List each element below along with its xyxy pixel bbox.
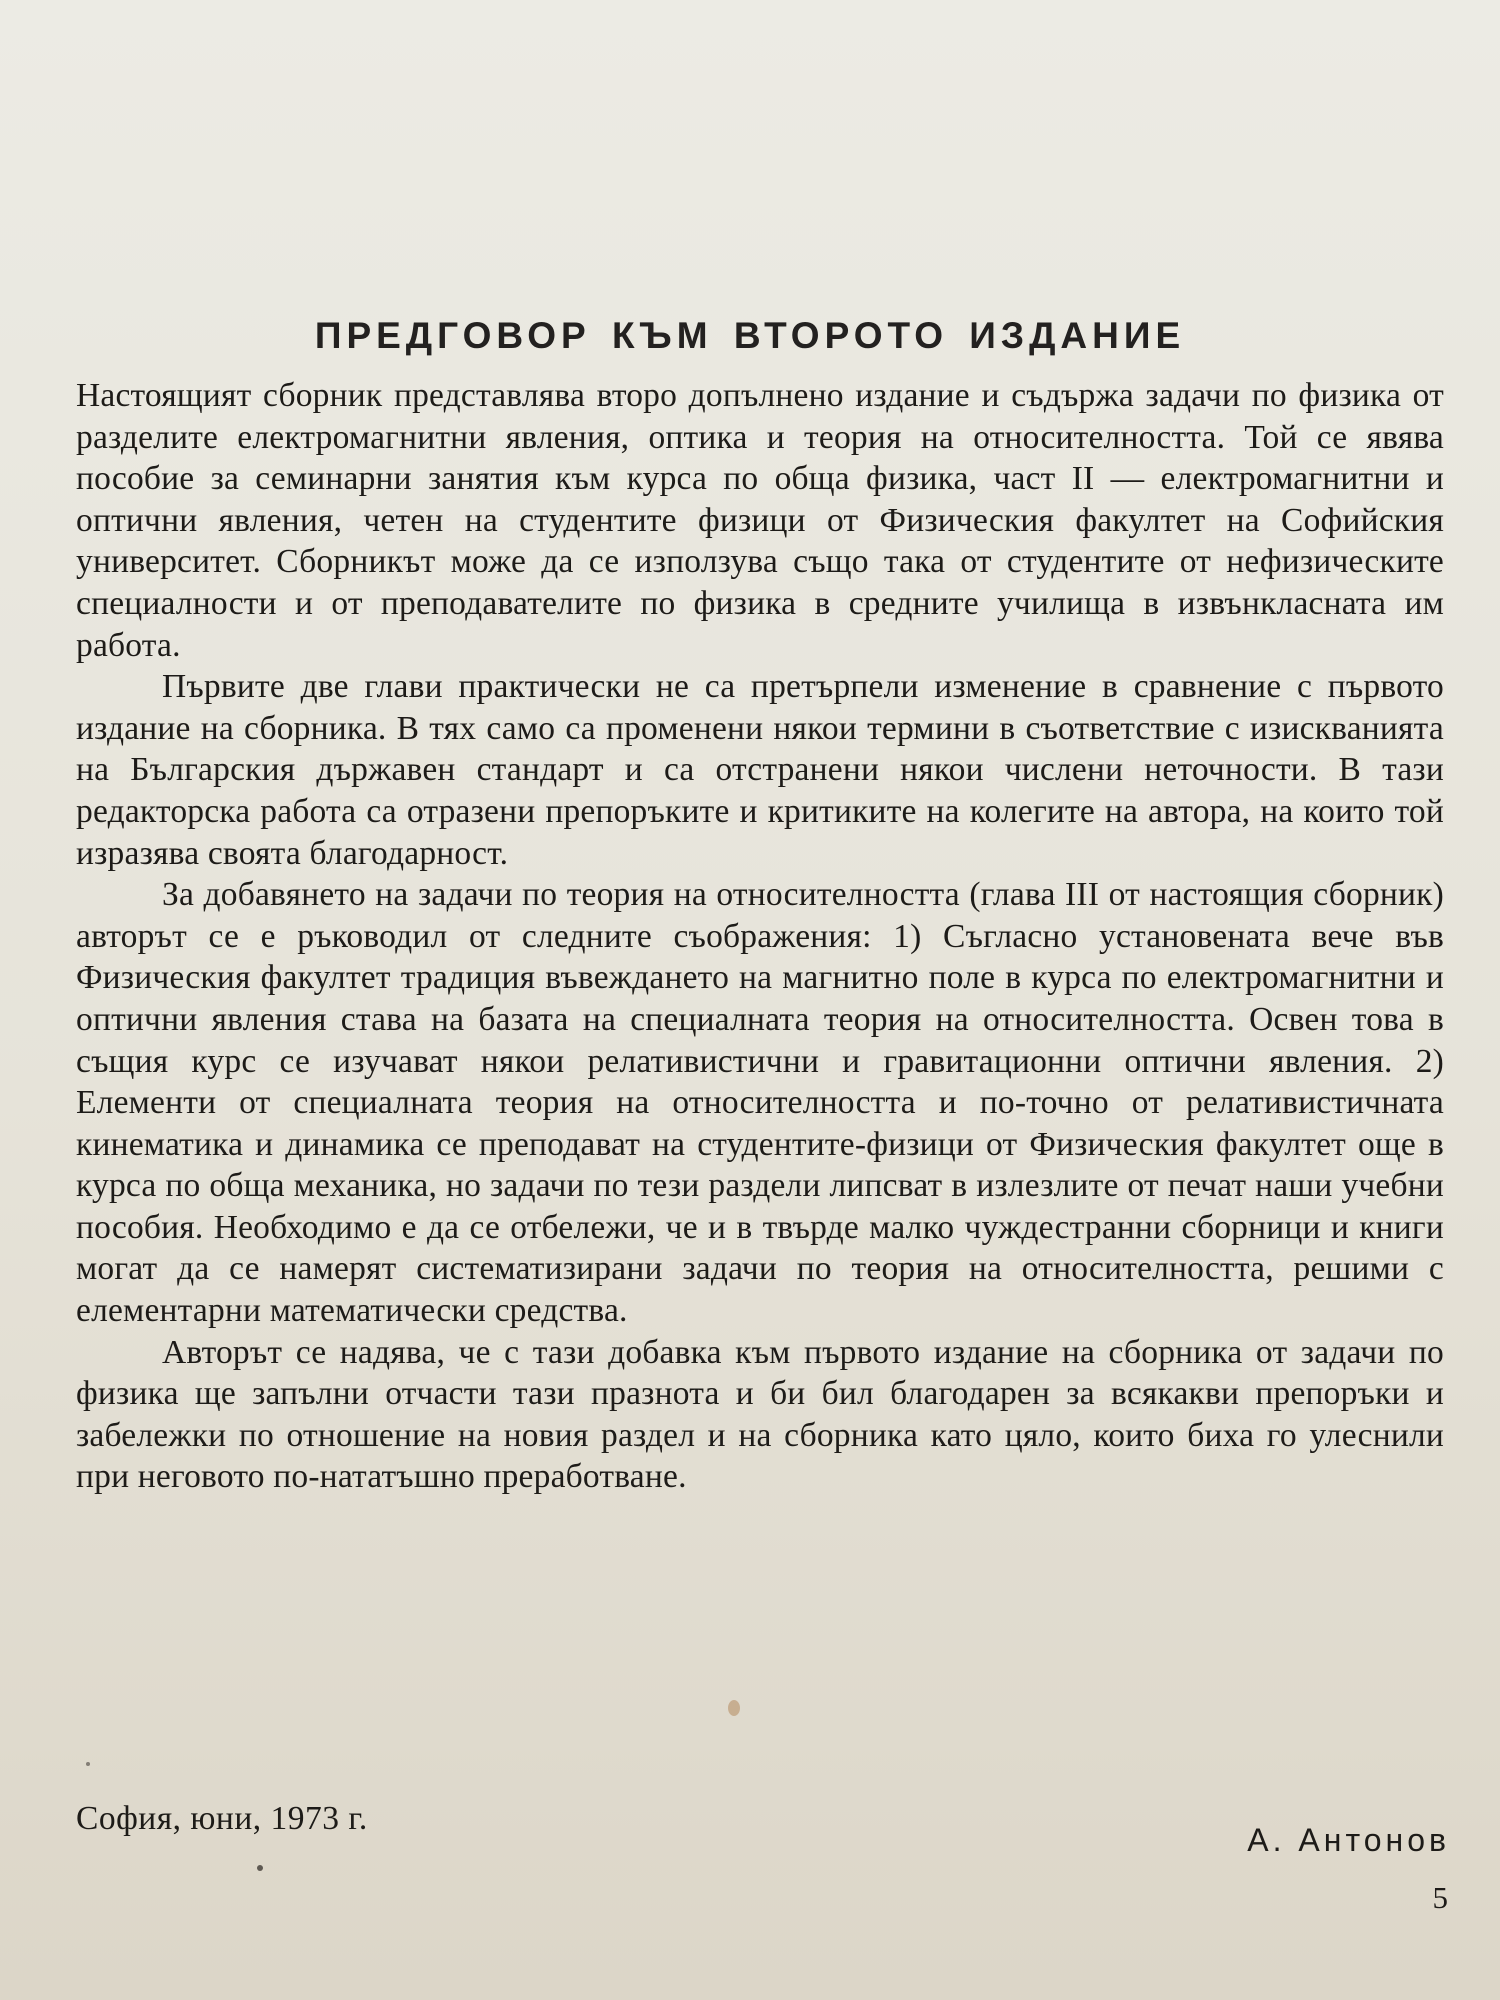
paragraph-2: Първите две глави практически не са претърпели изменение в сравнение с първото издание на сборника. В тях само са променени някои термини в съответствие с изискванията на Българския държавен стандарт и са отстранени някои числени неточности. В тази редакторска работа са отразени препоръките и критиките на колегите на автора, на които той изразява своята благодарност. [76, 668, 1444, 872]
paragraph-1: Настоящият сборник представлява второ допълнено издание и съдържа задачи по физика от разделите електромагнитни явления, оптика и теория на относителността. Той се явява пособие за семинарни занятия към курса по обща физика, част II — електромагнитни и оптични явления, четен на студентите физици от Физическия факултет на Софийския университет. Сборникът може да се използува също така от студентите от нефизическите специалности и от преподавателите по физика в средните училища в извънкласната им работа. [76, 377, 1444, 664]
paper-speck [86, 1762, 90, 1766]
preface-body [76, 375, 1444, 1498]
paper-speck [257, 1865, 263, 1871]
page-title: ПРЕДГОВОР КЪМ ВТОРОТО ИЗДАНИЕ [314, 314, 1186, 356]
page-number: 5 [1432, 1880, 1448, 1915]
author-signature: А. Антонов [1247, 1822, 1450, 1858]
place-and-date: София, юни, 1973 г. [76, 1800, 368, 1837]
paper-stain [728, 1700, 740, 1716]
paragraph-3: За добавянето на задачи по теория на относителността (глава III от настоящия сборник) авторът се е ръководил от следните съображения: 1) Съгласно установената вече във Физическия факултет традиция въвеждането на магнитно поле в курса по електромагнитни и оптични явления става на базата на специалната теория на относителността. Освен това в същия курс се изучават някои релативистични и гравитационни оптични явления. 2) Елементи от специалната теория на относителността и по-точно от релативистичната кинематика и динамика се преподават на студентите-физици от Физическия факултет още в курса по обща механика, но задачи по тези раздели липсват в излезлите от печат наши учебни пособия. Необходимо е да се отбележи, че и в твърде малко чуждестранни сборници и книги могат да се намерят систематизирани задачи по теория на относителността, решими с елементарни математически средства. [76, 876, 1444, 1330]
paragraph-4: Авторът се надява, че с тази добавка към първото издание на сборника от задачи по физика ще запълни отчасти тази празнота и би бил благодарен за всякакви препоръки и забележки по отношение на новия раздел и на сборника като цяло, които биха го улеснили при неговото по-нататъшно преработване. [76, 1333, 1444, 1496]
